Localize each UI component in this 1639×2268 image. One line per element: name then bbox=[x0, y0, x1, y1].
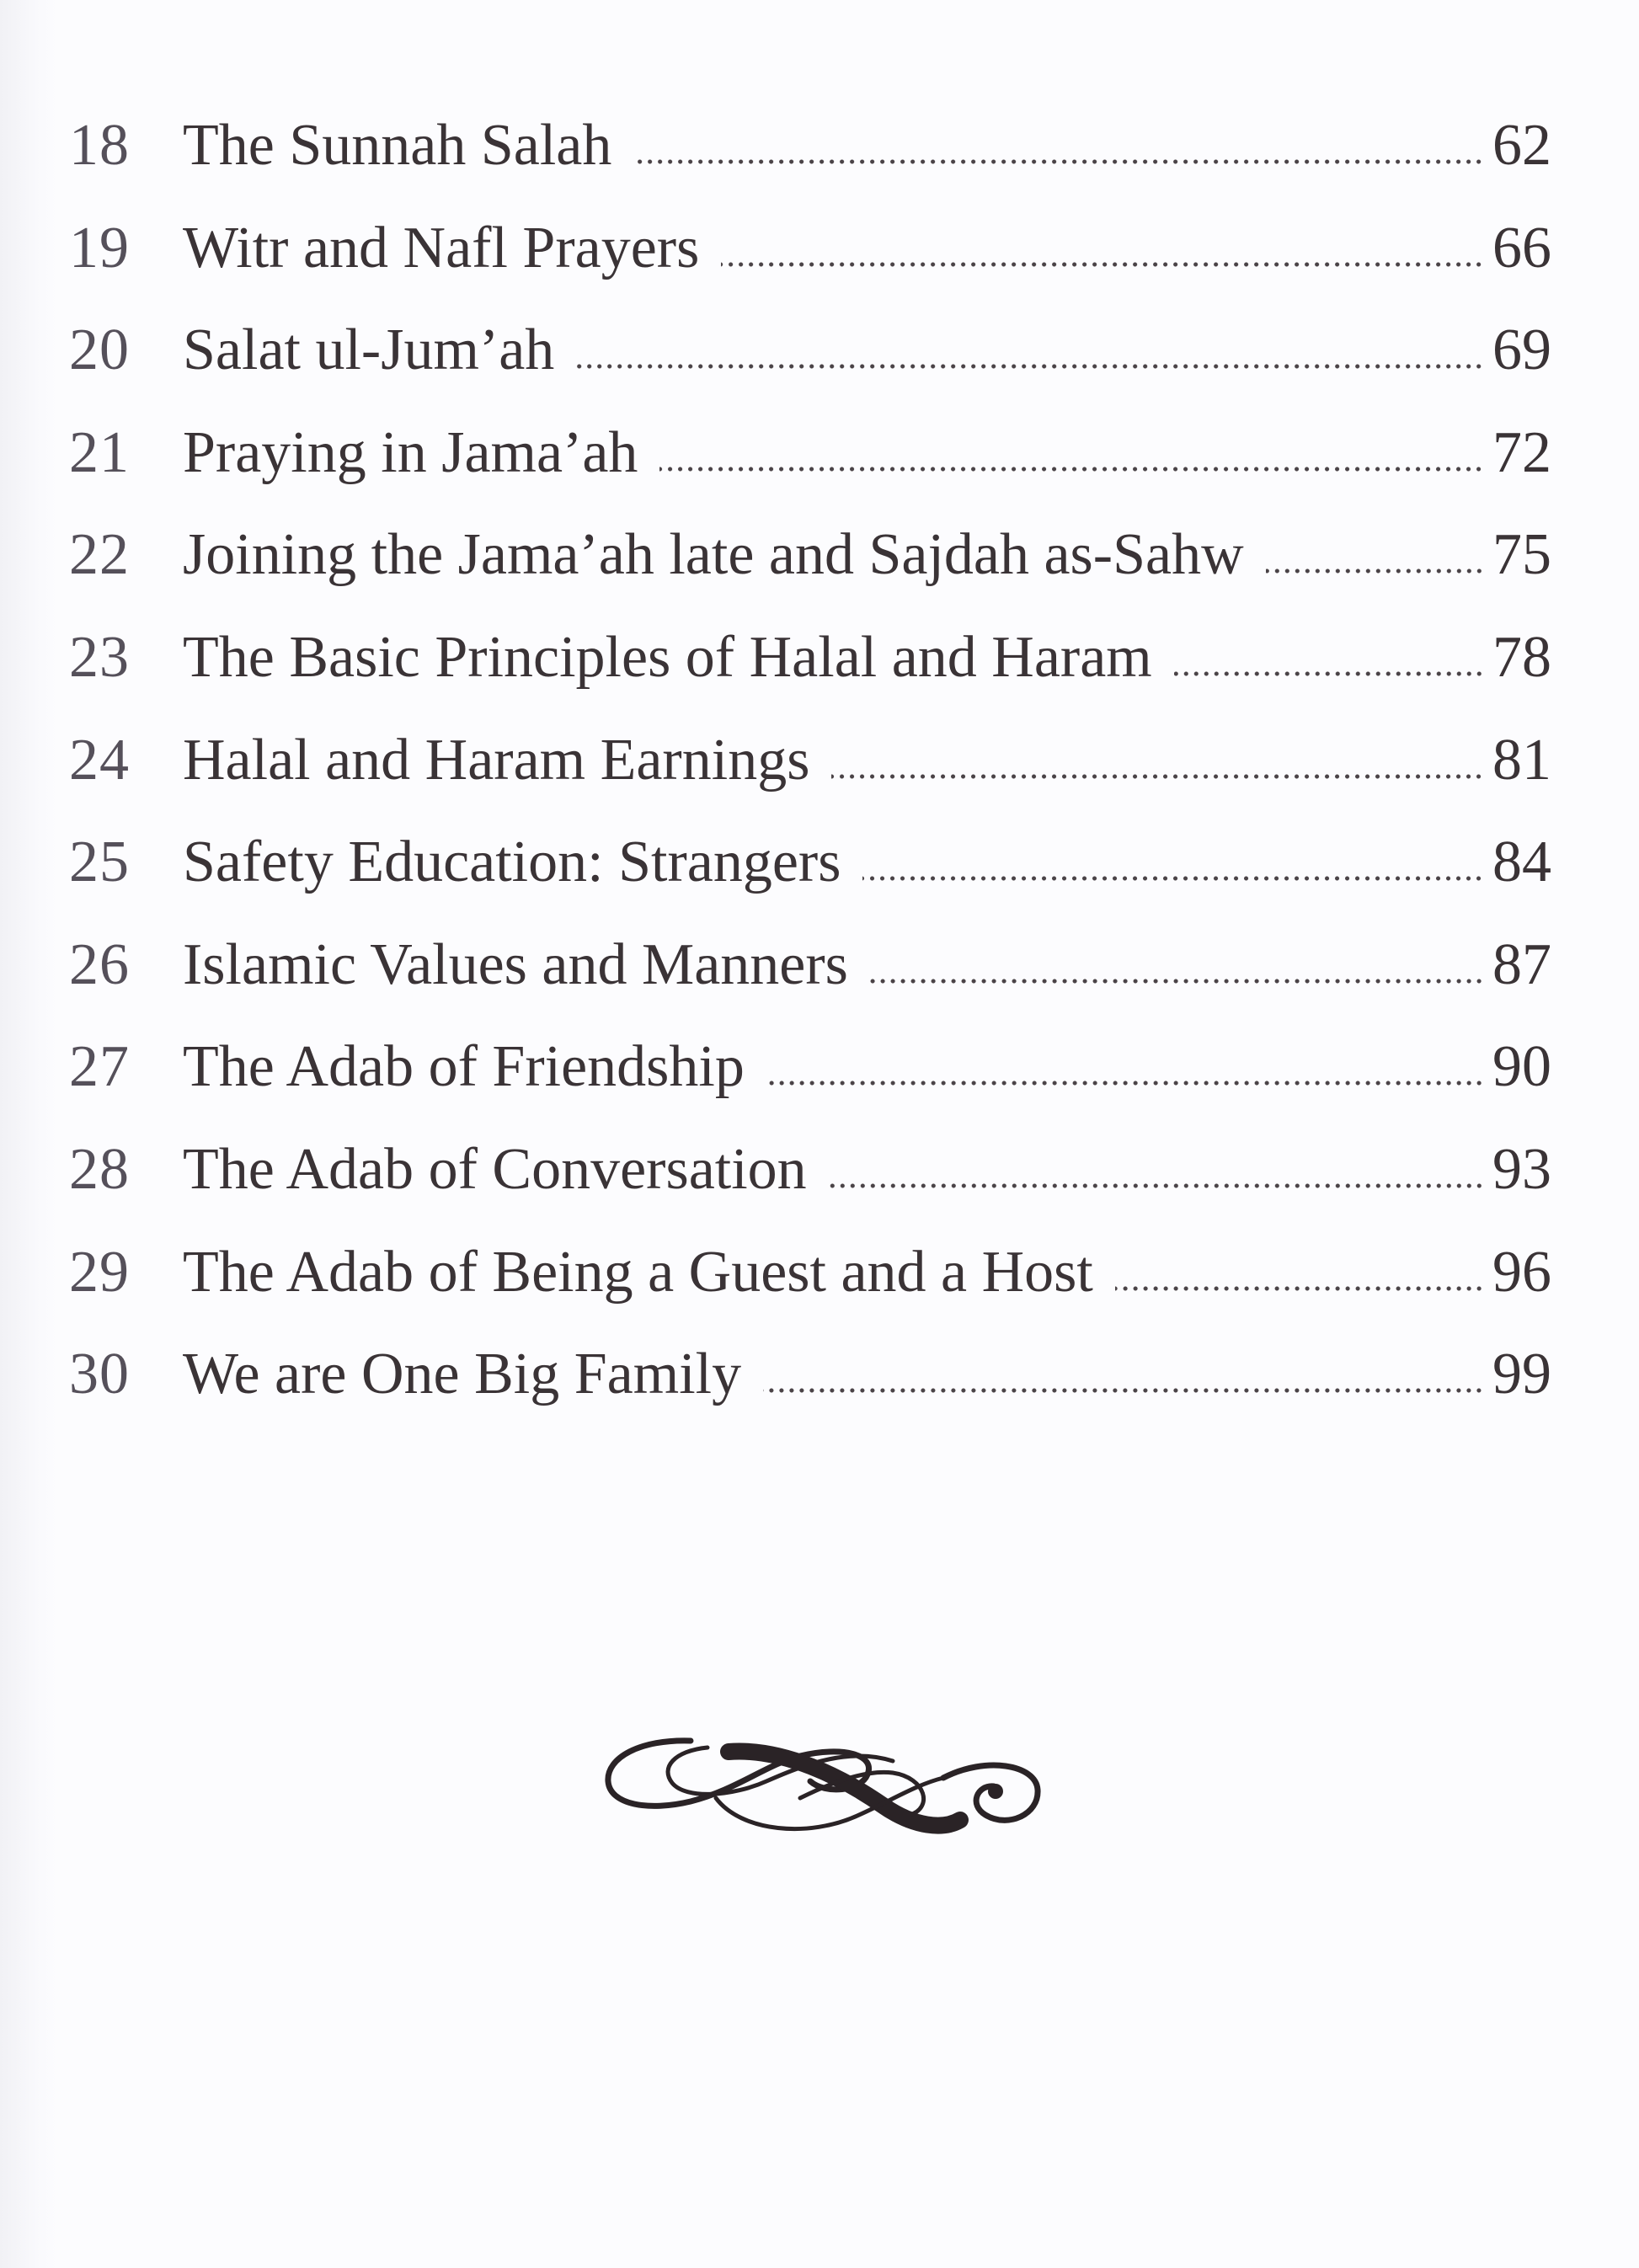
chapter-number: 30 bbox=[69, 1342, 130, 1407]
page-number: 99 bbox=[1492, 1342, 1551, 1407]
page-number: 78 bbox=[1492, 624, 1551, 690]
dot-leader bbox=[862, 876, 1484, 881]
page-number: 75 bbox=[1492, 522, 1551, 588]
toc-entry bbox=[69, 624, 1551, 731]
page-number: 93 bbox=[1492, 1136, 1551, 1202]
toc-entry bbox=[69, 1342, 1551, 1448]
chapter-title: Joining the Jama’ah late and Sajdah as-Sahw bbox=[183, 522, 1244, 588]
chapter-number: 21 bbox=[69, 419, 130, 485]
toc-entry bbox=[69, 318, 1551, 424]
toc-entry bbox=[69, 1136, 1551, 1243]
page-number: 84 bbox=[1492, 830, 1551, 895]
dot-leader bbox=[1115, 1286, 1484, 1291]
dot-leader bbox=[721, 262, 1484, 267]
chapter-number: 25 bbox=[69, 830, 130, 895]
dot-leader bbox=[1174, 671, 1484, 676]
chapter-number: 22 bbox=[69, 522, 130, 588]
table-of-contents bbox=[69, 113, 1551, 1448]
page-number: 66 bbox=[1492, 215, 1551, 280]
chapter-title: The Basic Principles of Halal and Haram bbox=[183, 624, 1152, 690]
flourish-ornament-icon bbox=[590, 1697, 1061, 1849]
toc-entry bbox=[69, 215, 1551, 322]
chapter-number: 27 bbox=[69, 1034, 130, 1100]
chapter-title: Safety Education: Strangers bbox=[183, 830, 841, 895]
chapter-number: 26 bbox=[69, 931, 130, 997]
toc-entry bbox=[69, 1239, 1551, 1346]
dot-leader bbox=[576, 364, 1484, 369]
chapter-title: The Adab of Conversation bbox=[183, 1136, 807, 1202]
toc-entry bbox=[69, 931, 1551, 1038]
chapter-number: 20 bbox=[69, 318, 130, 383]
toc-entry bbox=[69, 522, 1551, 628]
chapter-title: Praying in Jama’ah bbox=[183, 419, 638, 485]
dot-leader bbox=[1266, 568, 1484, 574]
chapter-title: The Adab of Being a Guest and a Host bbox=[183, 1239, 1093, 1305]
toc-entry bbox=[69, 113, 1551, 219]
chapter-title: The Adab of Friendship bbox=[183, 1034, 745, 1100]
dot-leader bbox=[633, 159, 1484, 164]
page-number: 96 bbox=[1492, 1239, 1551, 1305]
dot-leader bbox=[829, 1183, 1484, 1188]
page-number: 69 bbox=[1492, 318, 1551, 383]
page-number: 81 bbox=[1492, 727, 1551, 792]
page-number: 87 bbox=[1492, 931, 1551, 997]
page-number: 90 bbox=[1492, 1034, 1551, 1100]
chapter-number: 24 bbox=[69, 727, 130, 792]
dot-leader bbox=[763, 1388, 1484, 1393]
page-number: 62 bbox=[1492, 113, 1551, 178]
chapter-title: Witr and Nafl Prayers bbox=[183, 215, 700, 280]
chapter-number: 29 bbox=[69, 1239, 130, 1305]
toc-entry bbox=[69, 727, 1551, 834]
chapter-number: 28 bbox=[69, 1136, 130, 1202]
dot-leader bbox=[766, 1081, 1484, 1086]
toc-entry bbox=[69, 1034, 1551, 1140]
dot-leader bbox=[659, 467, 1484, 472]
toc-entry bbox=[69, 830, 1551, 936]
chapter-title: We are One Big Family bbox=[183, 1342, 742, 1407]
page-edge-shade bbox=[0, 0, 59, 2268]
chapter-number: 18 bbox=[69, 113, 130, 178]
page-number: 72 bbox=[1492, 419, 1551, 485]
dot-leader bbox=[831, 774, 1484, 779]
toc-entry bbox=[69, 419, 1551, 526]
chapter-number: 23 bbox=[69, 624, 130, 690]
chapter-title: Halal and Haram Earnings bbox=[183, 727, 810, 792]
chapter-number: 19 bbox=[69, 215, 130, 280]
chapter-title: The Sunnah Salah bbox=[183, 113, 612, 178]
dot-leader bbox=[870, 979, 1484, 984]
chapter-title: Salat ul-Jum’ah bbox=[183, 318, 555, 383]
chapter-title: Islamic Values and Manners bbox=[183, 931, 848, 997]
